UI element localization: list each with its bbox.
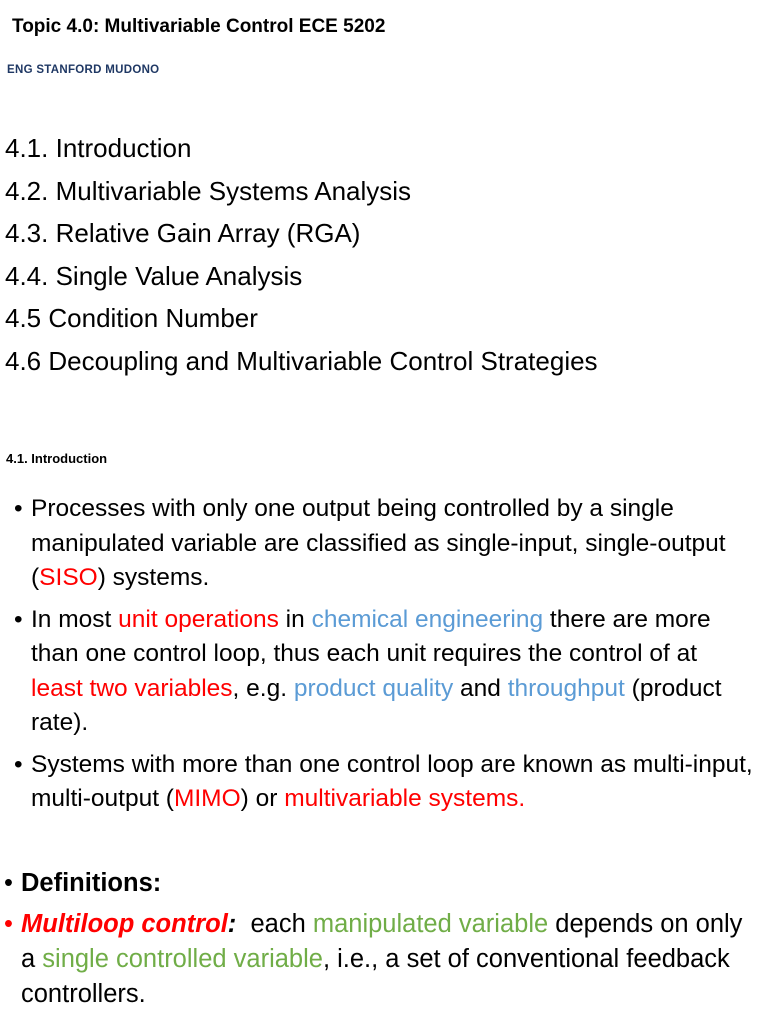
highlight-multivariable-systems: multivariable systems.: [284, 785, 526, 812]
bullet-text: ) or: [240, 785, 285, 812]
highlight-chemical-engineering: chemical engineering: [311, 605, 544, 633]
bullet-siso: [14, 492, 754, 596]
definitions-heading: [4, 866, 759, 901]
bullet-text: , e.g.: [232, 674, 294, 702]
term-colon: :: [227, 910, 237, 938]
bullet-marker: •: [14, 495, 23, 522]
bullet-marker: •: [4, 910, 13, 938]
toc-item-rga: 4.3. Relative Gain Array (RGA): [5, 218, 361, 249]
intro-bullet-list: [14, 492, 754, 824]
toc-item-systems-analysis: 4.2. Multivariable Systems Analysis: [5, 175, 412, 206]
definition-multiloop-control: [4, 907, 759, 1012]
bullet-text: Systems with more than one control loop are known as multi-input, multi-output (: [31, 750, 753, 812]
bullet-text: in: [278, 605, 312, 633]
highlight-manipulated-variable: manipulated variable: [312, 910, 549, 938]
toc-item-single-value-analysis: 4.4. Single Value Analysis: [5, 260, 303, 291]
highlight-mimo: MIMO: [173, 785, 241, 812]
definitions-list: [4, 866, 759, 1012]
highlight-single-controlled-variable: single controlled variable: [42, 945, 323, 973]
definition-text: , i.e., a set of conventional feedback controllers.: [21, 945, 730, 1008]
bullet-marker: •: [4, 869, 13, 897]
definitions-title: Definitions:: [21, 869, 162, 897]
bullet-text: (product rate).: [31, 674, 722, 736]
bullet-marker: •: [14, 750, 23, 778]
highlight-product-quality: product quality: [293, 674, 454, 702]
toc-item-condition-number: 4.5 Condition Number: [5, 303, 258, 334]
toc-item-decoupling: 4.6 Decoupling and Multivariable Control Strategies: [5, 345, 598, 376]
bullet-text: and: [453, 674, 508, 702]
definition-text: depends on only a: [21, 910, 743, 973]
highlight-least-two-variables: least two variables: [31, 674, 233, 702]
bullet-text: there are more than one control loop, thus each unit requires the control of at: [31, 605, 711, 667]
definition-text: each: [236, 910, 313, 938]
toc-item-introduction: 4.1. Introduction: [5, 133, 192, 163]
bullet-text: ) systems.: [97, 564, 210, 591]
highlight-unit-operations: unit operations: [118, 605, 279, 633]
highlight-siso: SISO: [39, 564, 98, 591]
term-multiloop-control: Multiloop control: [21, 910, 228, 938]
table-of-contents: [5, 127, 598, 383]
bullet-mimo: [14, 748, 754, 817]
bullet-text: In most: [31, 605, 119, 633]
section-heading: 4.1. Introduction: [6, 451, 108, 466]
bullet-text: Processes with only one output being controlled by a single manipulated variable are classified as single-input, single-output (: [31, 495, 726, 591]
topic-title: Topic 4.0: Multivariable Control ECE 5202: [12, 16, 386, 37]
highlight-throughput: throughput: [507, 674, 625, 702]
bullet-marker: •: [14, 605, 23, 633]
bullet-unit-operations: [14, 603, 754, 741]
author-name: ENG STANFORD MUDONO: [7, 64, 160, 76]
